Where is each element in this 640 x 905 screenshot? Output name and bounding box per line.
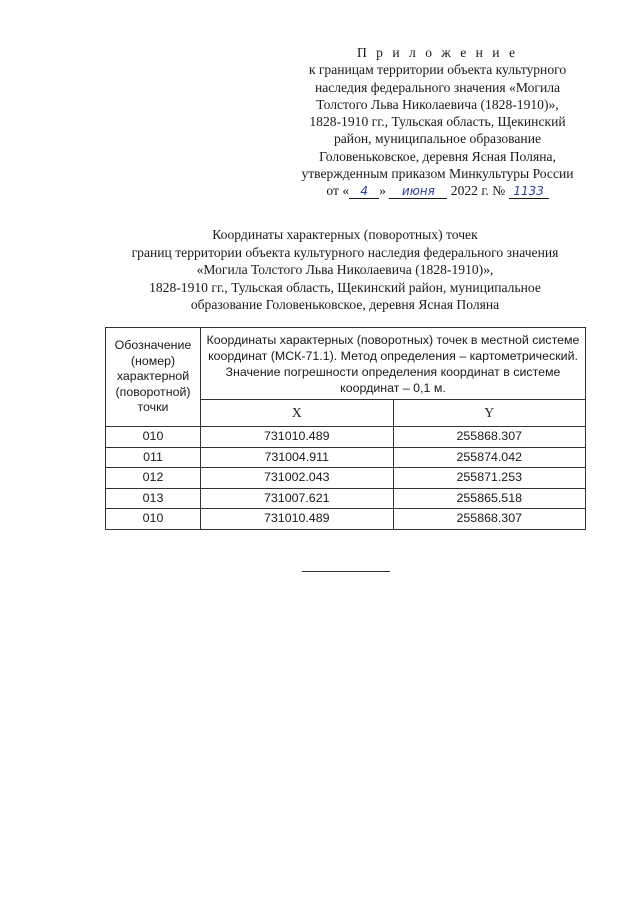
appendix-line: наследия федерального значения «Могила [314,79,561,95]
order-prefix: от « [326,183,350,199]
table-row [106,427,586,448]
cell-point: 011 [106,447,201,468]
table-row [106,509,586,530]
order-year: 2022 г. № [450,183,506,199]
appendix-block [270,44,605,200]
cell-x: 731010.489 [201,427,394,448]
appendix-line: район, муниципальное образование [333,131,542,147]
title-line: образование Головеньковское, деревня Ясная Поляна [190,297,500,312]
cell-x: 731002.043 [201,468,394,489]
header-x: X [201,400,394,427]
cell-x: 731010.489 [201,509,394,530]
title-line: 1828-1910 гг., Тульская область, Щекинский район, муниципальное [149,279,541,295]
title-line: «Могила Толстого Льва Николаевича (1828-1910)», [196,262,494,277]
document-title [100,226,590,314]
cell-y: 255868.307 [393,427,586,448]
cell-y: 255871.253 [393,468,586,489]
coordinates-table [105,327,586,530]
cell-x: 731007.621 [201,488,394,509]
cell-point: 013 [106,488,201,509]
appendix-line: Толстого Льва Николаевича (1828-1910)», [316,96,559,112]
table-header-row [106,328,586,400]
cell-y: 255868.307 [393,509,586,530]
table-row [106,468,586,489]
title-line: Координаты характерных (поворотных) точек [212,227,478,242]
cell-point: 010 [106,427,201,448]
appendix-line: к границам территории объекта культурного [308,62,567,78]
end-divider [302,571,390,572]
order-day-handwritten: 4 [349,185,379,199]
table-row [106,488,586,509]
cell-point: 012 [106,468,201,489]
order-number-handwritten: 1133 [509,185,549,199]
cell-y: 255874.042 [393,447,586,468]
cell-y: 255865.518 [393,488,586,509]
order-month-handwritten: июня [389,185,447,199]
header-point-code: Обозначение (номер) характерной (поворотной) точки [106,328,201,427]
header-coordinates: Координаты характерных (поворотных) точек в местной системе координат (МСК-71.1). Метод определения – картометрический. Значение погрешности определения координат в системе координат – 0,1 м. [201,328,586,400]
appendix-line: Головеньковское, деревня Ясная Поляна, [319,148,556,164]
cell-x: 731004.911 [201,447,394,468]
appendix-line: 1828-1910 гг., Тульская область, Щекинский [309,114,566,130]
appendix-heading: П р и л о ж е н и е [356,45,519,60]
title-line: границ территории объекта культурного наследия федерального значения [131,244,559,260]
header-y: Y [393,400,586,427]
order-date-line [270,182,605,199]
appendix-line: утвержденным приказом Минкультуры России [301,166,574,182]
order-mid: » [379,183,386,199]
cell-point: 010 [106,509,201,530]
table-row [106,447,586,468]
